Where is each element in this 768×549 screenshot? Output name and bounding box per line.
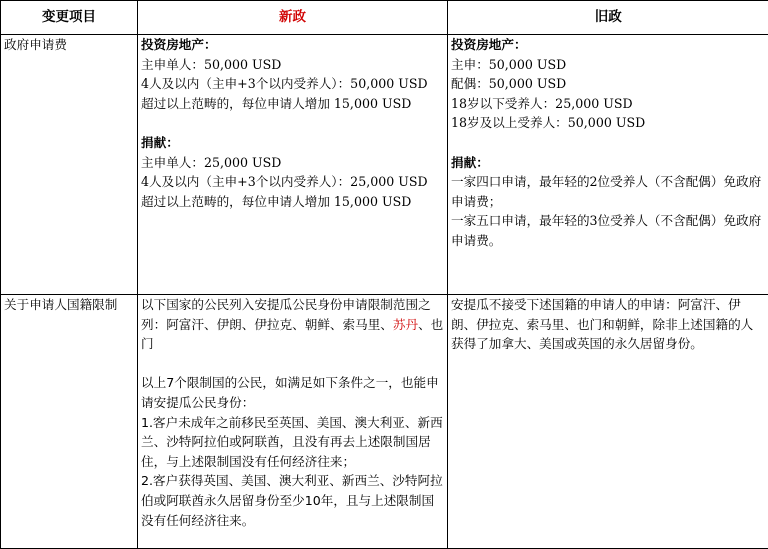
table-row-nationality: [1, 295, 768, 549]
nationality-old-cell: [448, 295, 768, 549]
fee-new-donate-heading: 捐献：: [141, 134, 179, 150]
header-row: [1, 1, 768, 35]
fee-new-donate-line: 主申单人：25,000 USD: [141, 154, 282, 170]
fee-old-cell: [448, 35, 768, 295]
row-label-fee: 政府申请费: [1, 35, 138, 295]
nationality-new-item2: 2.客户获得英国、美国、澳大利亚、新西兰、沙特阿拉伯或阿联酋永久居留身份至少10年，且与上述限制国没有任何经济往来。: [141, 473, 443, 528]
nationality-new-para1: [141, 295, 444, 354]
fee-old-invest-line: 18岁及以上受养人：50,000 USD: [451, 115, 646, 131]
nationality-new-cell: [138, 295, 448, 549]
row-label-nationality: 关于申请人国籍限制: [1, 295, 138, 549]
fee-new-cell: [138, 35, 448, 295]
nationality-new-para2: 以上7个限制国的公民，如满足如下条件之一，也能申请安提瓜公民身份：: [141, 375, 439, 410]
highlight-sudan: 苏丹: [392, 316, 419, 332]
fee-new-invest-heading: 投资房地产：: [141, 37, 217, 52]
table-row-fee: [1, 35, 768, 295]
fee-new-invest-line: 主申单人：50,000 USD: [141, 56, 282, 72]
nationality-old-text: 安提瓜不接受下述国籍的申请人的申请：阿富汗、伊朗、伊拉克、索马里、也门和朝鲜，除非上述国籍的人获得了加拿大、美国或英国的永久居留身份。: [451, 297, 754, 352]
fee-old-invest-line: 配偶：50,000 USD: [451, 76, 567, 92]
header-old-policy: 旧政: [448, 1, 768, 35]
fee-new-donate-line: 超过以上范畴的，每位申请人增加 15,000 USD: [141, 193, 412, 209]
fee-old-invest-line: 18岁以下受养人：25,000 USD: [451, 95, 633, 111]
nationality-new-item1: 1.客户未成年之前移民至英国、美国、澳大利亚、新西兰、沙特阿拉伯或阿联酋，且没有再去上述限制国居住，与上述限制国没有任何经济往来；: [141, 414, 443, 469]
fee-new-donate-line: 4人及以内（主申+3个以内受养人）：25,000 USD: [141, 174, 428, 190]
fee-new-invest-line: 4人及以内（主申+3个以内受养人）：50,000 USD: [141, 76, 428, 92]
fee-old-donate-heading: 捐献：: [451, 154, 489, 170]
fee-old-invest-heading: 投资房地产：: [451, 37, 527, 52]
fee-old-donate-line: 一家五口申请，最年轻的3位受养人（不含配偶）免政府申请费。: [451, 213, 762, 248]
nationality-new-para1-end: 、也门: [141, 316, 444, 352]
header-new-policy: 新政: [138, 1, 448, 35]
header-item: 变更项目: [1, 1, 138, 35]
fee-new-invest-line: 超过以上范畴的，每位申请人增加 15,000 USD: [141, 95, 412, 111]
fee-old-donate-line: 一家四口申请，最年轻的2位受养人（不含配偶）免政府申请费；: [451, 174, 762, 209]
fee-old-invest-line: 主申：50,000 USD: [451, 56, 567, 72]
nationality-new-para1-text: 以下国家的公民列入安提瓜公民身份申请限制范围之列：阿富汗、伊朗、伊拉克、朝鲜、索马里、: [141, 297, 431, 332]
